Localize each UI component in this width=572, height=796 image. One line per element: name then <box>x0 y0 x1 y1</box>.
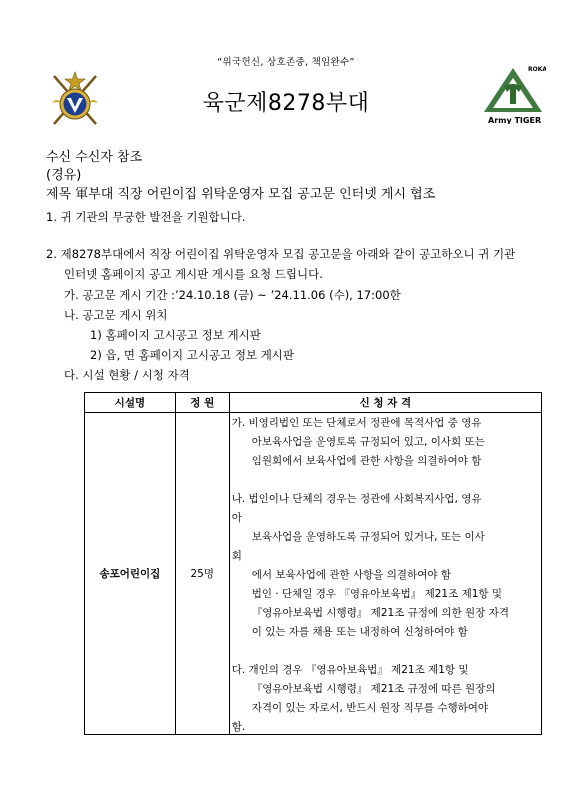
qualification-line: 임원회에서 보육사업에 관한 사항을 의결하여야 함 <box>231 455 482 467</box>
item-na: 나. 공고문 게시 위치 <box>64 308 168 322</box>
header-capacity: 정 원 <box>175 393 229 413</box>
paragraph-2-line-1: 2. 제8278부대에서 직장 어린이집 위탁운영자 모집 공고문을 아래와 같이 공고하오니 귀 기관 <box>46 247 516 261</box>
qualification-line: 에서 보육사업에 관한 사항을 의결하여야 함 <box>231 569 451 581</box>
army-tiger-label: Army TIGER <box>488 116 542 124</box>
qualification-line: 아보육사업을 운영토록 규정되어 있고, 이사회 또는 <box>231 436 485 448</box>
roka-label: ROKA <box>528 66 546 73</box>
qualification-line: 나. 법인이나 단체의 경우는 정관에 사회복지사업, 영유 <box>231 493 482 505</box>
paragraph-1: 1. 귀 기관의 무궁한 발전을 기원합니다. <box>46 210 246 224</box>
table-row <box>85 413 542 735</box>
qualification-line: 아 <box>231 512 242 524</box>
qualification-cell <box>229 413 541 735</box>
qualification-line: 『영유아보육법 시행령』 제21조 규정에 따른 원장의 <box>231 683 496 695</box>
header-qualification: 신 청 자 격 <box>229 393 541 413</box>
facility-name: 송포어린이집 <box>85 413 176 735</box>
header-facility: 시설명 <box>85 393 176 413</box>
capacity-value: 25명 <box>175 413 229 735</box>
item-ga: 가. 공고문 게시 기간 :’24.10.18 (금) ~ ’24.11.06 (수), 17:00한 <box>64 288 401 302</box>
qualification-line: 자격이 있는 자로서, 반드시 원장 직무를 수행하여야 <box>231 702 489 714</box>
subject-line: 제목 軍부대 직장 어린이집 위탁운영자 모집 공고문 인터넷 게시 협조 <box>46 187 436 202</box>
paragraph-2-line-2: 인터넷 홈페이지 공고 게시판 게시를 요청 드립니다. <box>64 267 323 281</box>
page-title: 육군제8278부대 <box>202 91 370 116</box>
qualification-line: 법인 · 단체일 경우 『영유아보육법』 제21조 제1항 및 <box>231 588 503 600</box>
army-tiger-logo <box>480 62 546 124</box>
table-header-row <box>85 393 542 413</box>
item-na-2: 2) 읍, 면 홈페이지 고시공고 정보 게시판 <box>90 348 295 362</box>
qualification-line: 보육사업을 운영하도록 규정되어 있거나, 또는 이사 <box>231 531 485 543</box>
item-da: 다. 시설 현황 / 시청 자격 <box>64 368 190 382</box>
qualification-line: 『영유아보육법 시행령』 제21조 규정에 의한 원장 자격 <box>231 607 509 619</box>
qualification-line: 가. 비영리법인 또는 단체로서 정관에 목적사업 중 영유 <box>231 417 482 429</box>
qualification-line: 이 있는 자를 채용 또는 내정하여 신청하여야 함 <box>231 626 468 638</box>
qualification-line: 다. 개인의 경우 『영유아보육법』 제21조 제1항 및 <box>231 664 469 676</box>
qualification-table <box>84 392 542 735</box>
motto: “위국헌신, 상호존중, 책임완수” <box>217 57 355 68</box>
qualification-line: 함. <box>231 721 246 733</box>
recipient-line: 수신 수신자 참조 <box>46 150 143 165</box>
via-line: (경유) <box>46 168 82 183</box>
item-na-1: 1) 홈페이지 고시공고 정보 게시판 <box>90 328 261 342</box>
qualification-line: 회 <box>231 550 242 562</box>
